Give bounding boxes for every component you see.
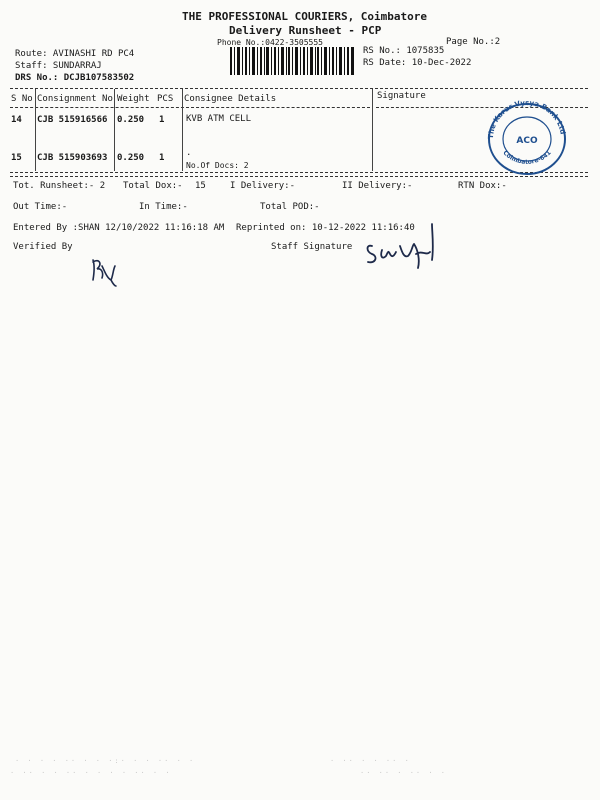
drs-number: DRS No.: DCJB107583502 (15, 73, 135, 83)
rs-date: RS Date: 10-Dec-2022 (363, 58, 472, 68)
scan-noise: ·· ·· · ·· · · (360, 769, 448, 777)
staff-signature-label: Staff Signature (271, 242, 353, 252)
scan-noise: · ·· · · ·· · (330, 757, 411, 765)
row-consignee: KVB ATM CELL (186, 114, 252, 124)
ii-delivery: II Delivery:- (342, 181, 413, 191)
entered-by: Entered By :SHAN 12/10/2022 11:16:18 AM (13, 223, 225, 233)
column-separator (182, 89, 183, 171)
total-dox-value: 15 (195, 181, 206, 191)
total-pod: Total POD:- (260, 202, 320, 212)
divider (10, 107, 370, 108)
column-separator (372, 89, 373, 171)
phone-number: Phone No.:0422-3505555 (217, 38, 323, 47)
row-consignment: CJB 515903693 (37, 153, 108, 163)
column-separator (114, 89, 115, 171)
bank-seal-stamp (483, 97, 571, 177)
reprinted-on: Reprinted on: 10-12-2022 11:16:40 (236, 223, 415, 233)
out-time: Out Time:- (13, 202, 68, 212)
row-weight: 0.250 (117, 115, 145, 125)
total-runsheet: Tot. Runsheet:- 2 (13, 181, 106, 191)
row-sno: 15 (11, 153, 22, 163)
row-consignment: CJB 515916566 (37, 115, 108, 125)
i-delivery: I Delivery:- (230, 181, 296, 191)
svg-text:ACO: ACO (516, 136, 538, 146)
column-separator (35, 89, 36, 171)
scan-noise: · · · · ·· · · ·:· · · ·· · · (15, 757, 196, 765)
row-pcs: 1 (159, 153, 165, 163)
page-number: Page No.:2 (446, 37, 501, 47)
staff-name: Staff: SUNDARRAJ (15, 61, 102, 71)
svg-text:The Karur Vysya Bank Ltd: The Karur Vysya Bank Ltd (486, 98, 567, 140)
col-header-pcs: PCS (157, 94, 174, 104)
col-header-sno: S No (11, 94, 33, 104)
divider (10, 88, 588, 89)
runsheet-subtitle: Delivery Runsheet - PCP (229, 24, 382, 37)
col-header-consignee: Consignee Details (184, 94, 277, 104)
staff-signature (360, 216, 445, 272)
verified-by: Verified By (13, 242, 73, 252)
col-header-weight: Weight (117, 94, 150, 104)
route: Route: AVINASHI RD PC4 (15, 49, 135, 59)
verifier-signature (85, 252, 125, 288)
col-header-consignment: Consignment No (37, 94, 113, 104)
company-title: THE PROFESSIONAL COURIERS, Coimbatore (182, 10, 428, 23)
row-doc-count: No.Of Docs: 2 (186, 161, 249, 170)
col-header-signature: Signature (377, 91, 426, 101)
svg-text:Coimbatore-641: Coimbatore-641 (501, 149, 553, 166)
row-weight: 0.250 (117, 153, 145, 163)
row-sno: 14 (11, 115, 22, 125)
scan-noise: · ·· · · ·· · · · · ·· · · (10, 769, 172, 777)
in-time: In Time:- (139, 202, 188, 212)
row-pcs: 1 (159, 115, 165, 125)
barcode (230, 47, 355, 75)
total-dox-label: Total Dox:- (123, 181, 183, 191)
row-consignee: . (186, 148, 192, 158)
rtn-dox: RTN Dox:- (458, 181, 507, 191)
rs-number: RS No.: 1075835 (363, 46, 445, 56)
